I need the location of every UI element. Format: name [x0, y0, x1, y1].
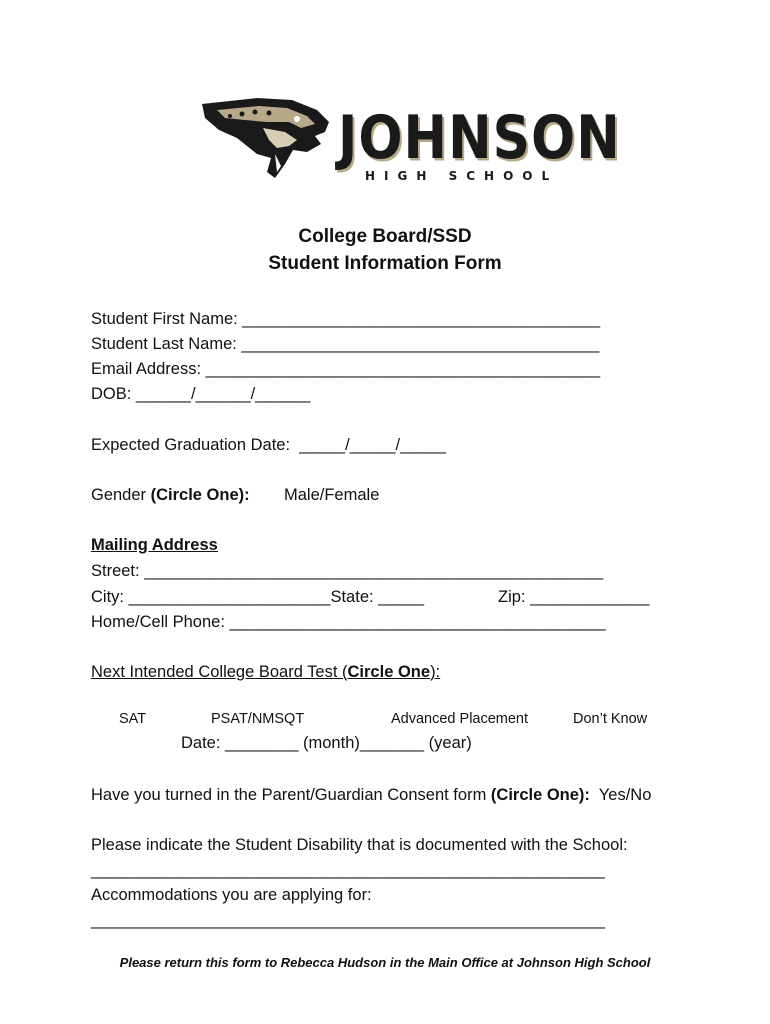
test-option-sat[interactable]: SAT — [119, 711, 147, 727]
gender-label: Gender — [91, 486, 151, 504]
gender-options[interactable]: Male/Female — [284, 486, 380, 504]
test-option-dont-know[interactable]: Don’t Know — [573, 711, 648, 727]
accommodations-field[interactable]: ________________________________________________________ — [91, 911, 605, 929]
test-prompt — [91, 663, 440, 682]
gender-circle-instruction: (Circle One): — [150, 486, 250, 504]
test-prompt-start: Next Intended College Board Test ( — [91, 663, 348, 681]
consent-options[interactable]: Yes/No — [589, 786, 652, 804]
mailing-address-heading: Mailing Address — [91, 536, 218, 554]
first-name-field[interactable]: Student First Name: _______________________________________ — [91, 310, 601, 328]
form-title-line2: Student Information Form — [268, 253, 502, 274]
street-field[interactable]: Street: __________________________________________________ — [91, 562, 604, 580]
last-name-field[interactable]: Student Last Name: _______________________________________ — [91, 335, 600, 353]
return-instructions: Please return this form to Rebecca Hudson in the Main Office at Johnson High School — [119, 955, 651, 970]
test-prompt-circle: Circle One — [347, 663, 431, 681]
test-option-ap[interactable]: Advanced Placement — [391, 711, 529, 727]
form-title-line1: College Board/SSD — [298, 226, 472, 247]
consent-circle-instruction: (Circle One): — [490, 786, 590, 804]
consent-row — [91, 786, 651, 805]
email-field[interactable]: Email Address: ___________________________________________ — [91, 360, 601, 378]
zip-field[interactable]: Zip: _____________ — [498, 588, 650, 606]
graduation-date-field[interactable]: Expected Graduation Date: _____/_____/_____ — [91, 436, 447, 454]
dob-field[interactable]: DOB: ______/______/______ — [91, 385, 311, 403]
accommodations-prompt: Accommodations you are applying for: — [91, 886, 372, 904]
phone-field[interactable]: Home/Cell Phone: _________________________________________ — [91, 613, 606, 631]
test-option-psat[interactable]: PSAT/NMSQT — [211, 711, 305, 727]
test-prompt-end: ): — [430, 663, 441, 681]
logo-school-name: JOHNSON — [338, 104, 621, 173]
disability-prompt: Please indicate the Student Disability that is documented with the School: — [91, 836, 628, 854]
test-date-field[interactable]: Date: ________ (month)_______ (year) — [181, 734, 472, 752]
logo-subtitle: HIGH SCHOOL — [365, 169, 559, 183]
gender-row — [91, 486, 250, 505]
disability-field[interactable]: ________________________________________________________ — [91, 861, 605, 879]
consent-text: Have you turned in the Parent/Guardian Consent form — [91, 786, 491, 804]
city-state-field[interactable]: City: ______________________State: _____ — [91, 588, 425, 606]
